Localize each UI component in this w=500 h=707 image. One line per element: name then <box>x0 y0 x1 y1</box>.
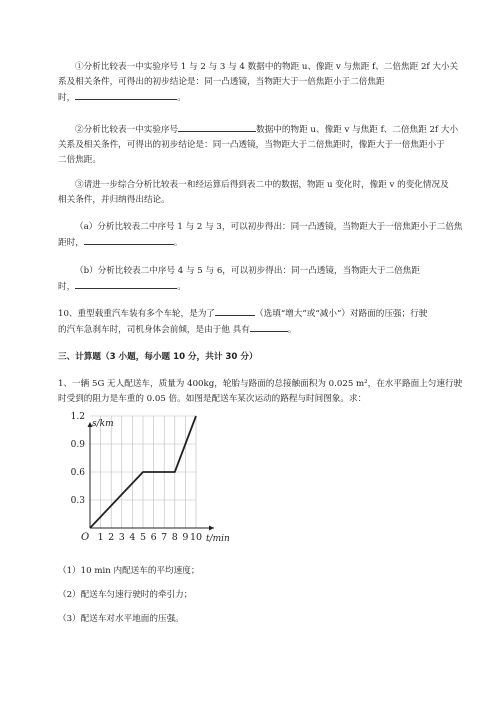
q9-part3-line1: ③请进一步综合分析比较表一和经运算后得到表二中的数据，物距 u 变化时，像距 v 的变化情况及 <box>75 180 449 190</box>
q9-part2-line1b: 数据中的物距 u、像距 v 与焦距 f、二倍焦距 2f 大小 <box>256 125 459 135</box>
q9-part-a-line1: （a）分析比较表二中序号 1 与 2 与 3，可以初步得出：同一凸透镜，当物距大于一倍焦距小于二倍焦 <box>75 222 463 232</box>
y-axis-label: s/km <box>92 419 114 429</box>
calc-q1-sub1: （1）10 min 内配送车的平均速度； <box>58 566 200 576</box>
q9-part3 <box>58 178 463 208</box>
period: 。 <box>287 325 297 335</box>
y-tick-label: 0.6 <box>70 468 85 478</box>
x-axis-label: t/min <box>206 534 230 544</box>
q9-part2-line2: 关系及相关条件，可得出的初步结论是：同一凸透镜，当物距大于二倍焦距时，像距大于一倍焦距小于 <box>58 140 445 150</box>
period: 。 <box>177 93 186 103</box>
x-tick-label: 6 <box>150 532 157 543</box>
q9-part2 <box>58 122 463 168</box>
chart-axes <box>88 422 215 531</box>
calc-q1-sub2: （2）配送车匀速行驶时的牵引力； <box>58 590 193 600</box>
y-tick-label: 0.3 <box>70 496 85 506</box>
x-tick-label: 4 <box>129 532 136 543</box>
q9-part2-line1a: ②分析比较表一中实验序号 <box>75 125 179 135</box>
answer-blank[interactable] <box>215 306 255 316</box>
calc-q1 <box>58 377 463 407</box>
x-tick-label: 2 <box>108 532 115 543</box>
section-title: 三、计算题（3 小题，每小题 10 分，共计 30 分） <box>58 352 258 362</box>
x-tick-label: 8 <box>171 532 178 543</box>
calc-q1-sub3: （3）配送车对水平地面的压强。 <box>58 614 184 624</box>
q10-line1b: （选填“增大”或“减小”）对路面的压强；行驶 <box>255 309 428 319</box>
q9-part1-line3: 时， <box>58 93 76 103</box>
calc-q1-line1: 1、一辆 5G 无人配送车，质量为 400kg，轮胎与路面的总接触面积为 0.025 m²，在水平路面上匀速行驶 <box>58 379 463 389</box>
q9-part-a <box>58 220 463 251</box>
q9-part2-line3: 二倍焦距。 <box>58 155 101 165</box>
y-tick-label: 1.2 <box>70 412 85 422</box>
answer-blank[interactable] <box>84 235 174 245</box>
period: 。 <box>177 282 186 292</box>
answer-blank[interactable] <box>250 322 288 332</box>
x-tick-label: 9 <box>182 532 189 543</box>
q10-line1a: 10、重型载重汽车装有多个车轮，是为了 <box>58 309 216 319</box>
origin-label: O <box>81 532 90 543</box>
x-tick-label: 7 <box>161 532 168 543</box>
calc-q1-line2: 时受到的阻力是车重的 0.05 倍。如图是配送车某次运动的路程与时间图象。求： <box>58 394 367 404</box>
x-axis-arrow <box>209 526 214 531</box>
answer-blank[interactable] <box>75 90 177 100</box>
answer-blank[interactable] <box>75 279 177 289</box>
q10 <box>58 306 463 338</box>
y-tick-label: 0.9 <box>70 440 85 450</box>
q9-part-b <box>58 264 463 295</box>
q9-part-b-line1: （b）分析比较表二中序号 4 与 5 与 6，可以初步得出：同一凸透镜，当物距大于二倍焦距 <box>75 266 420 276</box>
q9-part-b-line2: 时， <box>58 282 76 292</box>
x-tick-label: 10 <box>189 532 203 543</box>
x-tick-label: 1 <box>97 532 104 543</box>
period: 。 <box>173 238 183 248</box>
q9-part3-line2: 相关条件，并归纳得出结论。 <box>58 195 170 205</box>
q9-part-a-line2: 距时， <box>58 238 84 248</box>
distance-time-chart <box>62 412 237 550</box>
q9-part1 <box>58 60 463 106</box>
x-tick-label: 5 <box>139 532 147 543</box>
q9-part1-line1: ①分析比较表一中实验序号 1 与 2 与 3 与 4 数据中的物距 u、像距 v 与焦距 f、二倍焦距 2f 大小关 <box>75 62 459 72</box>
answer-blank[interactable] <box>178 122 256 132</box>
q10-line2: 的汽车急刹车时，司机身体会前倾，是由于他 具有 <box>58 325 250 335</box>
q9-part1-line2: 系及相关条件，可得出的初步结论是：同一凸透镜，当物距大于一倍焦距小于二倍焦距 <box>58 77 385 87</box>
x-tick-label: 3 <box>118 532 125 543</box>
